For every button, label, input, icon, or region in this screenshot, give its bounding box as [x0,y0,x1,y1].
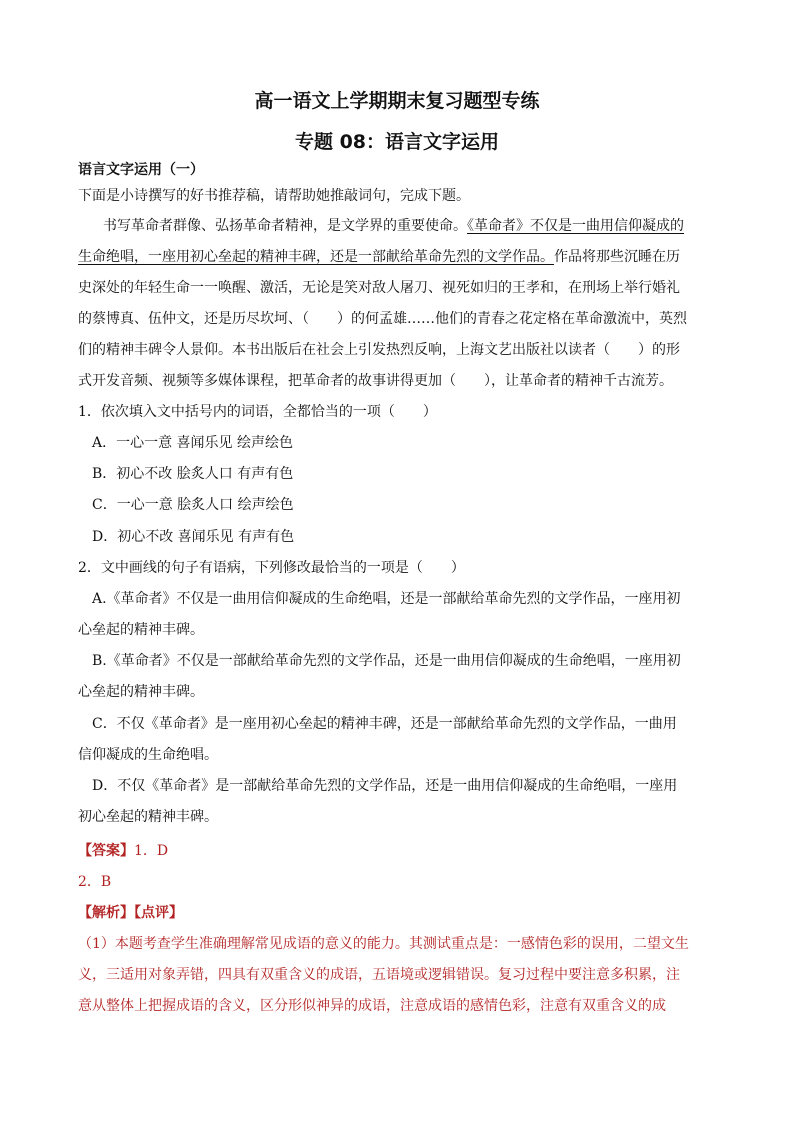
answer-2: 2．B [78,874,112,890]
passage-line-3: 史深处的年轻生命一一唤醒、激活，无论是笑对敌人屠刀、视死如归的王孝和，在刑场上举行婚礼 [78,280,680,296]
question-2-option-a-line-2: 心垒起的精神丰碑。 [78,622,204,638]
analysis-line-3: 意从整体上把握成语的含义，区分形似神异的成语，注意成语的感情色彩，注意有双重含义的成 [78,998,666,1014]
question-1-option-d: D．初心不改 喜闻乐见 有声有色 [92,529,295,545]
analysis-line-2: 义，三适用对象弄错，四具有双重含义的成语，五语境或逻辑错误。复习过程中要注意多积累，注 [78,967,680,983]
passage-line-5: 们的精神丰碑令人景仰。本书出版后在社会上引发热烈反响，上海文艺出版社以读者（ ）的形 [78,342,680,358]
passage-line-4: 的蔡博真、伍仲文，还是历尽坎坷、（ ）的何孟雄……他们的青春之花定格在革命激流中，英烈 [78,311,687,327]
answer-1: 1．D [134,843,169,859]
section-intro: 下面是小诗撰写的好书推荐稿，请帮助她推敲词句，完成下题。 [78,188,470,204]
question-2-option-c-line-2: 信仰凝成的生命绝唱。 [78,747,218,763]
question-2-stem: 2．文中画线的句子有语病，下列修改最恰当的一项是（ ） [78,560,465,576]
question-1-option-b: B．初心不改 脍炙人口 有声有色 [92,466,294,482]
question-2-option-d-line-2: 初心垒起的精神丰碑。 [78,809,218,825]
question-1-stem: 1．依次填入文中括号内的词语，全都恰当的一项（ ） [78,404,437,420]
passage-line-6: 式开发音频、视频等多媒体课程，把革命者的故事讲得更加（ ），让革命者的精神千古流芳。 [78,373,673,389]
analysis-line-1: （1）本题考查学生准确理解常见成语的意义的能力。其测试重点是：一感情色彩的误用，二望文生 [78,936,689,952]
question-2-option-a-line-1: A.《革命者》不仅是一曲用信仰凝成的生命绝唱，还是一部献给革命先烈的文学作品，一座用初 [92,591,681,607]
question-1-option-c: C．一心一意 脍炙人口 绘声绘色 [92,497,294,513]
section-heading: 语言文字运用（一） [78,162,204,178]
passage-text: 作品将那些沉睡在历 [554,249,680,265]
question-2-option-b-line-1: B.《革命者》不仅是一部献给革命先烈的文学作品，还是一曲用信仰凝成的生命绝唱，一座用初 [92,653,681,669]
question-1-option-a: A．一心一意 喜闻乐见 绘声绘色 [92,435,294,451]
question-2-option-c-line-1: C．不仅《革命者》是一座用初心垒起的精神丰碑，还是一部献给革命先烈的文学作品，一曲用 [92,716,677,732]
passage-line-1 [103,216,753,236]
answer-label: 【答案】 [78,843,134,859]
analysis-label: 【解析】【点评】 [78,905,183,921]
question-2-option-d-line-1: D．不仅《革命者》是一部献给革命先烈的文学作品，还是一曲用信仰凝成的生命绝唱，一座用 [92,778,678,794]
underlined-sentence: 《革命者》不仅是一曲用信仰凝成的 [467,218,684,234]
question-2-option-b-line-2: 心垒起的精神丰碑。 [78,684,204,700]
answer-line-1 [78,841,728,861]
passage-line-2 [78,247,728,267]
underlined-sentence: 生命绝唱，一座用初心垒起的精神丰碑，还是一部献给革命先烈的文学作品。 [78,249,554,265]
document-subtitle: 专题 08：语言文字运用 [294,131,500,153]
passage-text: 书写革命者群像、弘扬革命者精神，是文学界的重要使命。 [103,218,467,234]
document-title: 高一语文上学期期末复习题型专练 [254,90,540,112]
